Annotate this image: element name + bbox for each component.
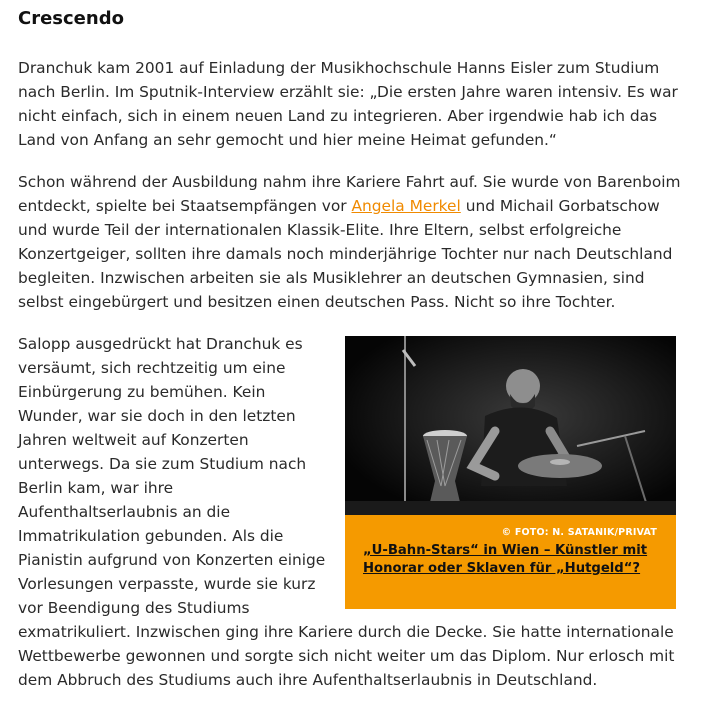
- paragraph-1: Dranchuk kam 2001 auf Einladung der Musikhochschule Hanns Eisler zum Studium nach Berlin. Im Sputnik-Interview erzählt sie: „Die ersten Jahre waren intensiv. Es war nicht einfach, sich in einem neuen Land zu integrieren. Aber irgendwie hab ich das Land von Anfang an sehr gemocht und hier meine Heimat gefunden.“: [18, 59, 678, 149]
- related-article-teaser[interactable]: [345, 336, 676, 609]
- teaser-photo[interactable]: [345, 336, 676, 515]
- paragraph-2-text-end: und Michail Gorbatschow und wurde Teil der internationalen Klassik-Elite. Ihre Eltern, selbst erfolgreiche Konzertgeiger, sollten ihre damals noch minderjährige Tochter nur nach Deutschland begleiten. Inzwischen arbeiten sie als Musiklehrer an deutschen Gymnasien, sind selbst eingebürgert und besitzen einen deutschen Pass. Nicht so ihre Tochter.: [18, 197, 673, 311]
- photo-credit: © FOTO: N. SATANIK/PRIVAT: [501, 527, 657, 538]
- teaser-headline-link[interactable]: „U-Bahn-Stars“ in Wien – Künstler mit Honorar oder Sklaven für „Hutgeld“?: [363, 543, 648, 576]
- paragraph-3-wrapper: [18, 332, 684, 692]
- paragraph-3-text: Salopp ausgedrückt hat Dranchuk es versäumt, sich rechtzeitig um eine Einbürgerung zu bemühen. Kein Wunder, war sie doch in den letzten Jahren weltweit auf Konzerten unterwegs. Da sie zum Studium nach Berlin kam, war ihre Aufenthaltserlaubnis an die Immatrikulation gebunden. Als die Pianistin aufgrund von Konzerten einige Vorlesungen verpasste, wurde sie kurz vor Beendigung des Studiums exmatrikuliert. Inzwischen ging ihre Kariere durch die Decke. Sie hatte internationale Wettbewerbe gewonnen und sorgte sich nicht weiter um das Diplom. Nur erlosch mit dem Abbruch des Studiums auch ihre Aufenthaltserlaubnis in Deutschland.: [18, 335, 675, 689]
- section-heading: Crescendo: [18, 8, 124, 29]
- paragraph-2: [18, 170, 684, 314]
- angela-merkel-link[interactable]: Angela Merkel: [351, 197, 461, 215]
- paragraph-2-text-start: Schon während der Ausbildung nahm ihre Kariere Fahrt auf. Sie wurde von Barenboim entdeckt, spielte bei Staatsempfängen vor: [18, 173, 681, 215]
- musician-photo-illustration: [345, 336, 676, 515]
